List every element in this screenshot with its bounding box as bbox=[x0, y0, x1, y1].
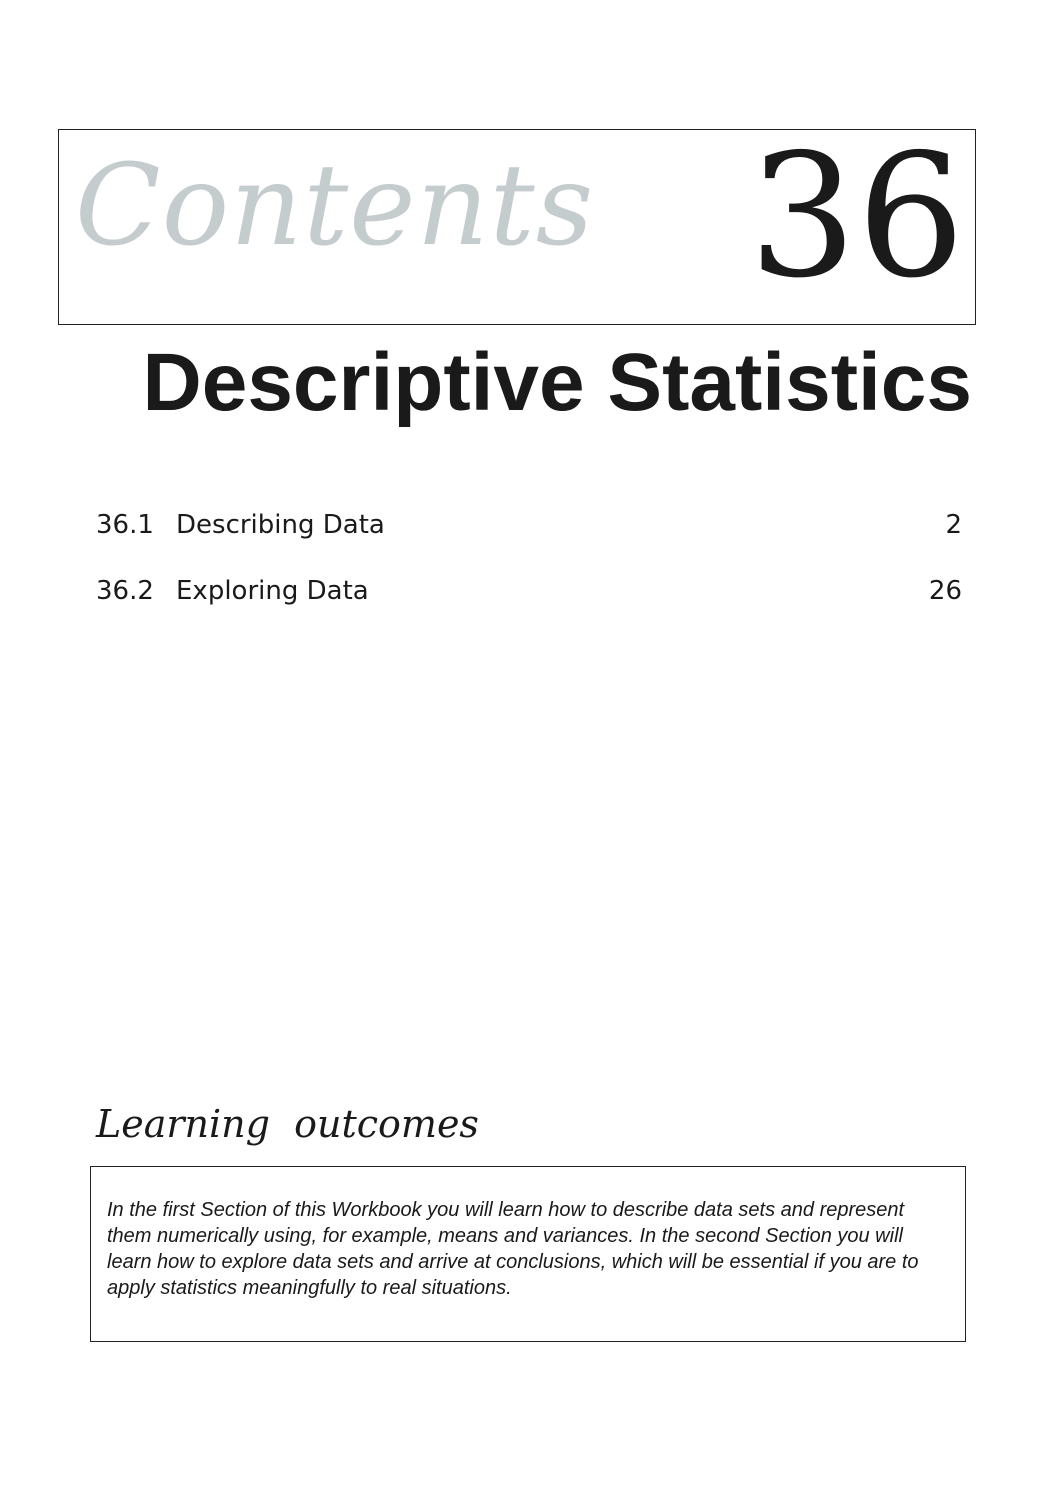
chapter-title: Descriptive Statistics bbox=[142, 337, 972, 428]
toc-entry-number: 36.2 bbox=[96, 576, 154, 606]
toc-entry-page: 2 bbox=[945, 510, 962, 540]
toc-entry-title[interactable]: Describing Data bbox=[176, 510, 385, 540]
contents-header-box bbox=[58, 118, 976, 325]
toc-entry-36-1[interactable] bbox=[96, 505, 962, 571]
learning-outcomes-box bbox=[90, 1166, 966, 1342]
chapter-number: 36 bbox=[748, 118, 965, 316]
toc-entry-36-2[interactable] bbox=[96, 571, 962, 637]
contents-label: Contents bbox=[75, 141, 595, 271]
toc-entry-title[interactable]: Exploring Data bbox=[176, 576, 369, 606]
toc-entry-page: 26 bbox=[928, 576, 962, 606]
learning-outcomes-text: In the first Section of this Workbook you will learn how to describe data sets and represent them numerically using, for example, means and variances. In the second Section you will learn how to explore data sets and arrive at conclusions, which will be essential if you are to apply statistics meaningfully to real situations. bbox=[107, 1199, 919, 1299]
learning-outcomes-heading: Learning outcomes bbox=[96, 1102, 479, 1146]
table-of-contents bbox=[96, 505, 962, 637]
toc-entry-number: 36.1 bbox=[96, 510, 154, 540]
